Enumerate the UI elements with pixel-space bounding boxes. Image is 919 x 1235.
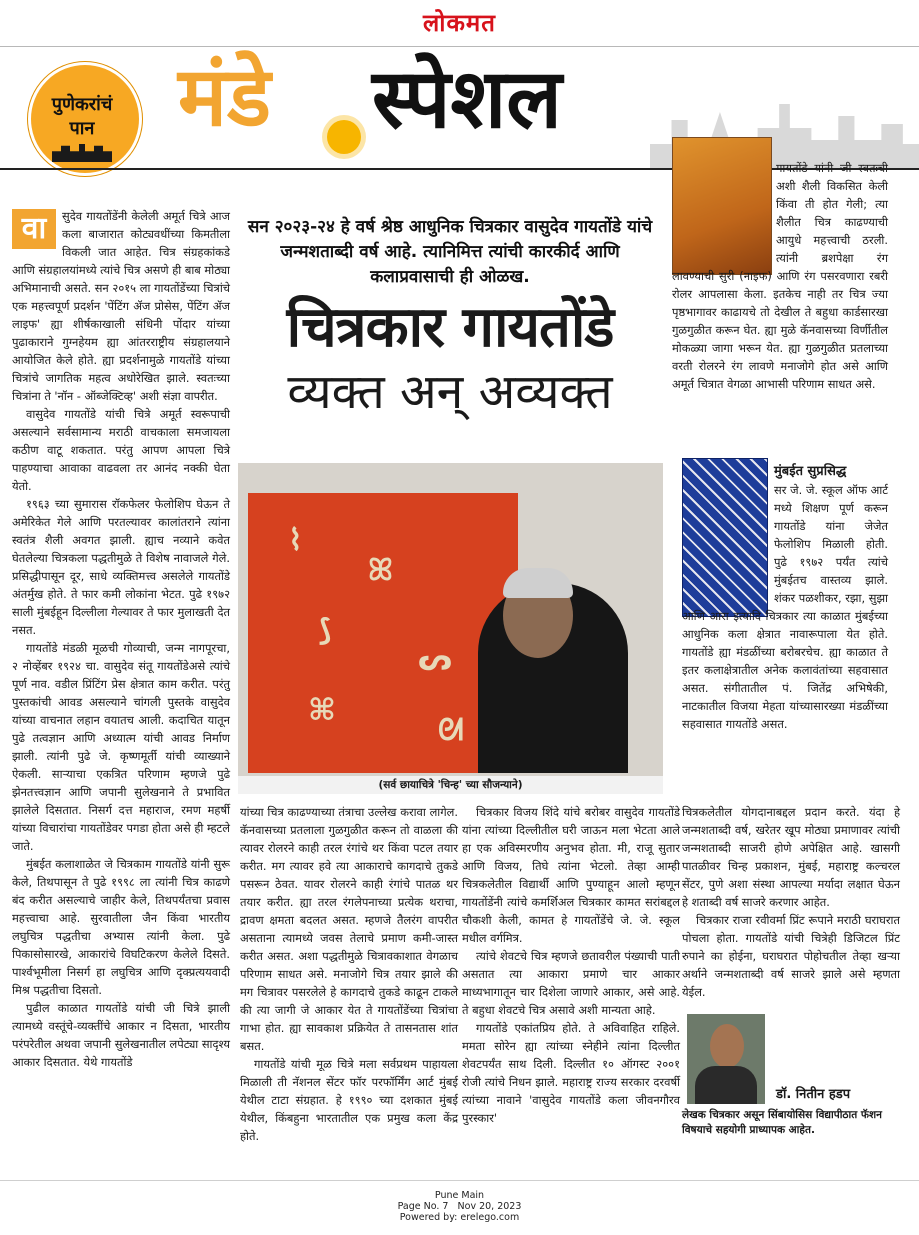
footer-rule (0, 1180, 919, 1181)
subheading-mumbai: मुंबईत सुप्रसिद्ध (774, 464, 847, 479)
paragraph: यांच्या चित्र काढण्याच्या तंत्राचा उल्लेख करावा लागेल. कॅनवासच्या प्रतलाला गुळगुळीत करून तो वाळला की त्यावर रोलरने काही तरल रंगांचे थर किंवा पटल तयार करीत. मग त्यावर हवे त्या आकाराचे कागदाचे तुकडे पसरून ठेवत. यावर रोलरने काही रंगांचे पातळ थर तयार करीत. ह्या तरल रंगलेपनाच्या प्रत्येक थराचा, द्रावण क्षमता बदलत असत. म्हणजे तैलरंग वापरीत असताना त्यामध्ये जवस तेलाचे प्रमाण कमी-जास्त करीत असत. अशा पद्धतीमुळे चित्रावकाशात वेगळाच परिणाम साधत असे. मनाजोगे चित्र तयार झाले की मग चित्रावर पसरलेले हे कागदाचे तुकडे काढून टाकले की त्या जागी जे आकार येत ते गायतोंडेंच्या चित्रांचा गाभा होत. ह्या सावकाश प्रक्रियेत ते तासनतास शांत बसत. (240, 805, 458, 1053)
sun-icon (327, 120, 361, 154)
badge-line2: पान (69, 118, 95, 139)
article-column-b1 (240, 803, 458, 1145)
paragraph: चित्रकार राजा रवीवर्मा प्रिंट रूपाने मराठी घराघरात पोचला होता. गायतोंडे यांची चित्रेही डिजिटल प्रिंट रुपाने का होईना, घराघरात पोहोचतील तेव्हा खऱ्या अर्थाने जन्मशताब्दी वर्ष साजरे झाले असे म्हणता येईल. (682, 913, 900, 999)
paragraph: सुदेव गायतोंडेंनी केलेली अमूर्त चित्रे आज कला बाजारात कोट्यवधींच्या किमतीला विकली जात आहेत. चित्र संग्रहकांकडे आणि संग्रहालयांमध्ये त्यांचे चित्र असणे ही बाब मोठ्या अभिमानाची असते. सन २०१५ ला गायतोंडेंच्या चित्रांचे एक महत्त्वपूर्ण प्रदर्शन 'पेंटिंग ॲज प्रोसेस, पेंटिंग ॲज लाइफ' ह्या शीर्षकाखाली संधिनी पोंदार यांच्या पुढाकाराने गुग्नहेयम ह्या आंतरराष्ट्रीय संग्रहालयाने आयोजित केले होते. ह्या प्रदर्शनामुळे गायतोंडे यांच्या चित्रांचे जागतिक महत्व अधोरेखित झाले. स्वतःच्या चित्रांना ते 'नॉन - ऑब्जेक्टिव्ह' अशी संज्ञा वापरीत. (12, 209, 231, 403)
author-bio: लेखक चित्रकार असून सिंबायोसिस विद्यापीठात फॅशन विषयाचे सहयोगी प्राध्यापक आहेत. (682, 1109, 882, 1136)
author-body (695, 1066, 757, 1104)
footer-powered-by[interactable]: Powered by: erelego.com (399, 1212, 520, 1223)
page-footer (0, 1190, 919, 1223)
article-column-b2 (462, 803, 680, 1127)
section-title-monday: मंडे (178, 49, 271, 145)
article-column-right-top (672, 159, 888, 393)
paragraph: १९६३ च्या सुमारास रॉकफेलर फेलोशिप घेऊन ते अमेरिकेत गेले आणि परतल्यावर कालांतराने त्यांना स्वतंत्र शैली अवगत झाली. ह्याच नव्याने कवेत घेतलेल्या चित्रकला पद्धतीमुळे ते विशेष नावाजले गेले. प्रसिद्धीपासून दूर, साधे व्यक्तिमत्त्व असलेले गायतोंडे अंतर्मुख होते. ते फार कमी लोकांना भेटत. पुढे १९७२ साली मुंबईहून दिल्लीला गेल्यावर ते फार मुलाखती देत नसत. (12, 497, 230, 637)
paragraph: गायतोंडे मंडळी मूळची गोव्याची, जन्म नागपूरचा, २ नोव्हेंबर १९२४ चा. वासुदेव संतू गायतोंडेअसे त्यांचे पूर्ण नाव. वडील प्रिंटिंग प्रेस क्षेत्रात काम करीत. परंतु पुस्तकांची आवड असल्याने चांगली पुस्तके वासुदेव यांच्या वाचनात लहान वयातच आली. कदाचित यातून पुढे तत्वज्ञान आणि अध्यात्म यांची आवड निर्माण झाली. त्यांनी पुढे जे. कृष्णमूर्ती यांची व्याख्याने ऐकली. साऱ्याचा एकत्रित परिणाम म्हणजे पुढे झेनतत्त्वज्ञान आणि जपानी सुलेखनाने ते प्रभावित झालेले दिसतात. निसर्ग दत्त महाराज, रमण महर्षी यांच्या विचारांचा गायतोंडेवर पगडा होता असे ही म्हटले जाते. (12, 641, 230, 853)
paragraph: पुढील काळात गायतोंडे यांची जी चित्रे झाली त्यामध्ये वस्तूंचे-व्यक्तींचे आकार न दिसता, भारतीय परंपरेतील अथवा जपानी सुलेखनातील लपेट्या सादृश्य आकार दिसतात. येथे गायतोंडे (12, 1001, 230, 1069)
artist-hair (503, 568, 573, 598)
paragraph: सर जे. जे. स्कूल ऑफ आर्ट मध्ये शिक्षण पूर्ण करून गायतोंडे यांना जेजेत फेलोशिप मिळाली होती. पुढे १९७२ पर्यंत त्यांचे मुंबईतच वास्तव्य झाले. शंकर पळशीकर, रझा, सुझा आणि आरा इत्यादि चित्रकार त्या काळात मुंबईच्या आधुनिक कला क्षेत्रात नावारूपाला येत होते. गायतोंडे ह्या मंडळींच्या बरोबरचेच. ह्या काळात ते इतर कलाक्षेत्रातील अनेक कलावंतांच्या सहवासात असत. संगीतातील पं. जितेंद्र अभिषेकी, नाटकातील विजया मेहता यांच्यासारख्या मंडळींच्या सहवासात गायतोंडे असत. (682, 483, 888, 731)
article-column-b3 (682, 803, 900, 1001)
paragraph: गायतोंडे यांनी जी स्वतःची अशी शैली विकसित केली किंवा ती होत गेली; त्या शैलीत चित्र काढण्याची आयुधे महत्त्वाची ठरली. त्यांनी ब्रशपेक्षा रंग लावण्याची सुरी (नाइफ) आणि रंग पसरवणारा रबरी रोलर आपलासा केला. इतकेच नाही तर चित्र ज्या पृष्ठभागावर काढायचे तो देखील ते बहुधा कार्डसारखा गुळगुळीत करून घेत. ह्या मुळे कॅनवासच्या विर्णीतील मोकळ्या जागा भरून येत. ह्या गुळगुळीत प्रतलाच्या वरती रोलरने रंग लावणे मनाजोगे होत असे आणि अमूर्त चित्रात वेगळा आभासी परिणाम साधत असे. (672, 161, 888, 391)
dropcap: वा (12, 209, 56, 249)
float-spacer (682, 459, 774, 591)
article-column-left (12, 207, 230, 1071)
article-deck: सन २०२३-२४ हे वर्ष श्रेष्ठ आधुनिक चित्रकार वासुदेव गायतोंडे यांचे जन्मशताब्दी वर्ष आहे. त्यानिमित्त त्यांची कारकीर्द आणि कलाप्रवासाची ही ओळख. (247, 217, 653, 287)
photo-caption: (सर्व छायाचित्रे 'चिन्ह' च्या सौजन्याने) (238, 776, 663, 794)
painting-red: ⌇ ꕤ ⟆ ᔕ ⌘ ᘛ (248, 493, 518, 773)
float-spacer (672, 137, 776, 253)
lokmat-logo[interactable]: लोकमत (423, 8, 496, 37)
paragraph: मुंबईत कलाशाळेत जे चित्रकाम गायतोंडे यांनी सुरू केले, तिथपासून ते पुढे १९९८ ला त्यांनी चित्र काढणे बंद करीत असल्याचे जाहीर केले, तिथपर्यंतचा प्रवास महत्त्वाचा आहे. सुरवातीला जैन किंवा भारतीय लघुचित्र पद्धतीचा अभ्यास त्यांनी केला. पुढे पिकासोसारखे, आकारांचे विघटिकरण केलेले दिसते. पार्श्वभूमीला निसर्ग हा लघुचित्र आणि दृक्प्रत्ययवादी मिश्र पद्धतीचा दिसतो. (12, 857, 230, 997)
article-subheadline: व्यक्त अन् अव्यक्त (287, 364, 613, 420)
paragraph: चित्रकार विजय शिंदे यांचे बरोबर वासुदेव गायतोंडे यांना त्यांच्या दिल्लीतील घरी जाऊन मला भेटता आले हा एक अविस्मरणीय अनुभव होता. मी, राजू सुतार आणि विजय, तिघे त्यांना भेटलो. तेव्हा आम्ही चित्रकलेतील विद्यार्थी आणि पुण्याहून आलो म्हणून गायतोंडेंनी त्यांचे कमर्शिअल चित्रकार कामत सरांबद्दल चौकशी केली, कामत हे गायतोंडेंचे जे. जे. स्कूल मधील वर्गमित्र. (462, 805, 680, 945)
author-name: डॉ. नितीन हडप (776, 1087, 851, 1102)
author-face (710, 1024, 744, 1068)
article-column-right-mid (682, 464, 888, 733)
paragraph: वासुदेव गायतोंडे यांची चित्रे अमूर्त स्वरूपाची असल्याने सर्वसामान्य मराठी वाचकाला समजायला कठीण वाटू शकतात. परंतु आपण आपला चित्रे पाहण्याचा आवाका वाढवला तर आनंद नक्की घेता येतो. (12, 407, 230, 493)
paragraph: त्यांचे शेवटचे चित्र म्हणजे छतावरील पंख्याची पाती असतात त्या आकारा प्रमाणे चार आकार माध्यभागातून चार दिशेला जाणारे आकार, असे आहे. ते बहुधा शेवटचे चित्र असावे अशी मान्यता आहे. (462, 949, 680, 1017)
masthead (0, 0, 919, 47)
footer-page-date: Page No. 7 Nov 20, 2023 (397, 1201, 522, 1212)
main-photo-gaitonde (238, 463, 663, 776)
badge-line1: पुणेकरांचं (51, 94, 113, 115)
section-title-special: स्पेशल (372, 51, 562, 147)
paragraph: गायतोंडे यांची मूळ चित्रे मला सर्वप्रथम पाहायला मिळाली ती नॅशनल सेंटर फॉर परफॉर्मिंग आर्ट मुंबई येथील टाटा संग्रहात. हे १९९० च्या दशकात मुंबई येथील, किंबहुना भारतातील एक प्रमुख कला केंद्र होते. (240, 1057, 458, 1143)
paragraph: चित्रकलेतील योगदानाबद्दल प्रदान करते. यंदा हे जन्मशताब्दी वर्ष, खरेतर खूप मोठ्या प्रमाणावर त्यांची जन्मशताब्दी साजरी होणे अपेक्षित आहे. खासगी पातळीवर चिन्ह प्रकाशन, मुंबई, महाराष्ट्र कल्चरल सेंटर, पुणे अशा संस्था आपल्या मर्यादा लक्षात घेऊन हे शताब्दी वर्ष साजरे करणार आहेत. (682, 805, 900, 909)
article-headline: चित्रकार गायतोंडे (286, 295, 614, 360)
footer-edition: Pune Main (434, 1190, 485, 1201)
fort-icon (52, 144, 112, 162)
paragraph: गायतोंडे एकांतप्रिय होते. ते अविवाहित राहिले. ममता सोरेन ह्या त्यांच्या स्नेहीने त्यांना दिल्लीत शेवटपर्यंत साथ दिली. दिल्लीत १० ऑगस्ट २००१ रोजी त्यांचे निधन झाले. महाराष्ट्र राज्य सरकार दरवर्षी त्यांच्या नावाने 'वासुदेव गायतोंडे कला जीवनगौरव पुरस्कार' (462, 1021, 680, 1125)
